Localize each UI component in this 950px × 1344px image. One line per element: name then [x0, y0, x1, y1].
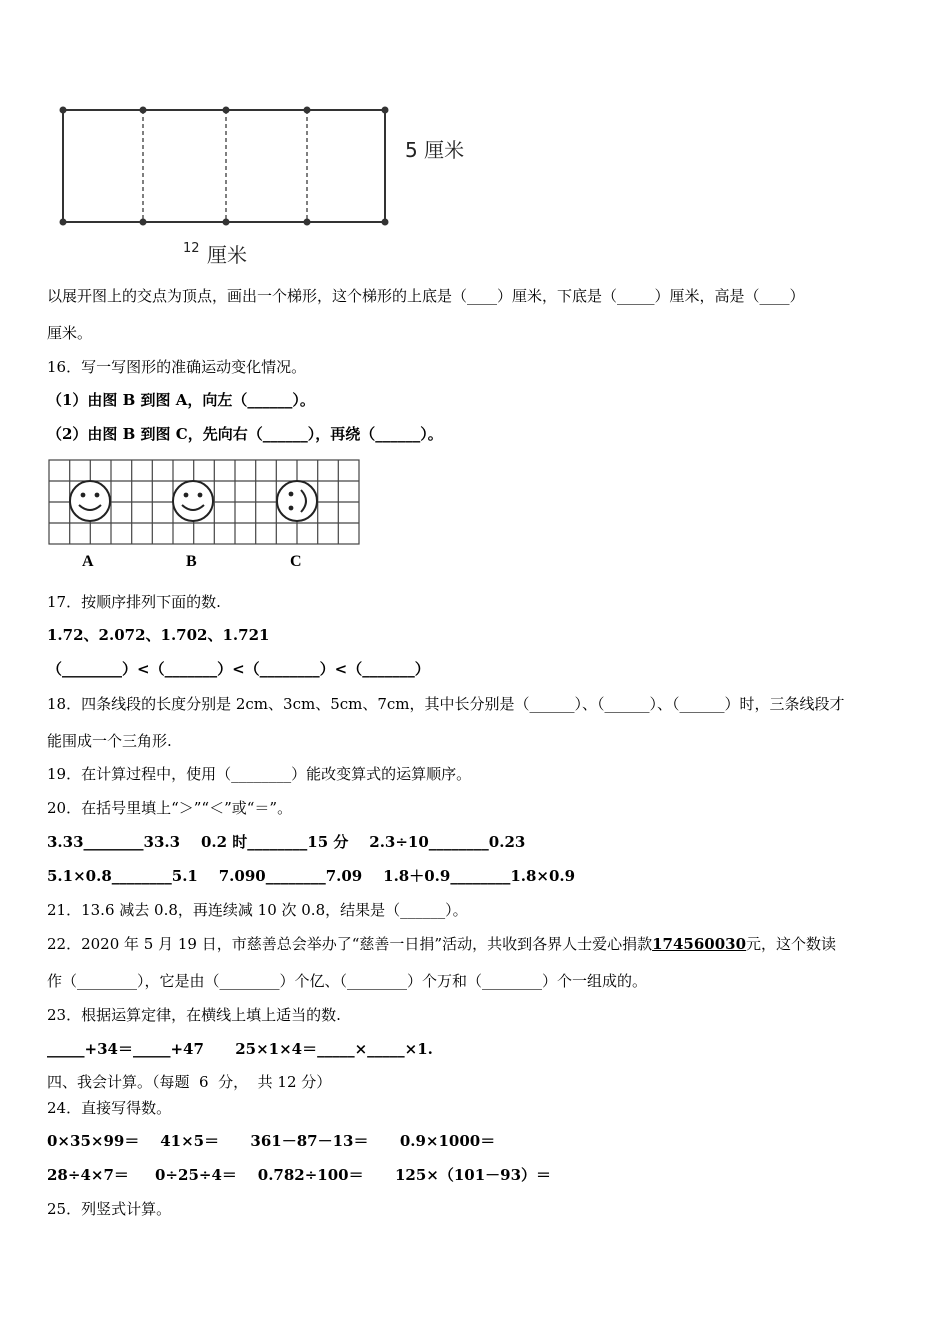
q18-text-line1: 18．四条线段的长度分别是 2cm、3cm、5cm、7cm，其中长分别是（______）、（______）、（______）时，三条线段才	[47, 695, 845, 713]
q22-text-line1	[47, 934, 836, 954]
q25-title: 25．列竖式计算。	[47, 1200, 172, 1218]
q22-text-line2: 作（________），它是由（________）个亿、（________）个万和（________）个一组成的。	[47, 972, 648, 990]
smiley-face-a-icon	[70, 481, 110, 521]
outer-rectangle	[63, 110, 385, 222]
donation-amount: 174560030	[652, 935, 747, 953]
figure-label-a: A	[82, 553, 94, 570]
q16-part2: （2）由图 B 到图 C，先向右（______），再绕（______）。	[47, 425, 443, 443]
height-label: 5 厘米	[405, 138, 465, 162]
q18-text-line2: 能围成一个三角形.	[47, 732, 172, 750]
q22-text-pre: 22．2020 年 5 月 19 日，市慈善总会举办了“慈善一日捐”活动，共收到各界人士爱心捐款	[47, 935, 653, 953]
grid-figure	[48, 459, 363, 547]
width-label-unit: 厘米	[207, 243, 247, 267]
figure-label-b: B	[186, 553, 197, 570]
width-label-number: 12	[183, 241, 200, 256]
q24-row1: 0×35×99＝ 41×5＝ 361－87－13＝ 0.9×1000＝	[47, 1132, 496, 1150]
q19-text: 19．在计算过程中，使用（________）能改变算式的运算顺序。	[47, 765, 472, 783]
q22-text-post: 元，这个数读	[746, 935, 837, 953]
q23-title: 23．根据运算定律，在横线上填上适当的数.	[47, 1006, 341, 1024]
q15-text-line1: 以展开图上的交点为顶点，画出一个梯形，这个梯形的上底是（____）厘米，下底是（_____）厘米，高是（____）	[47, 287, 805, 305]
q24-title: 24．直接写得数。	[47, 1099, 172, 1117]
q16-title: 16．写一写图形的准确运动变化情况。	[47, 358, 307, 376]
rectangle-net-figure	[40, 95, 480, 275]
q24-row2: 28÷4×7＝ 0÷25÷4＝ 0.782÷100＝ 125×（101－93）＝	[47, 1166, 552, 1184]
q20-row1: 3.33________33.3 0.2 时________15 分 2.3÷10________0.23	[47, 833, 526, 851]
q17-answer: （________）<（_______）<（________）<（_______）	[47, 660, 430, 678]
q17-title: 17．按顺序排列下面的数.	[47, 593, 221, 611]
smiley-face-b-icon	[173, 481, 213, 521]
figure-label-c: C	[290, 553, 302, 570]
q16-part1: （1）由图 B 到图 A，向左（______）。	[47, 391, 315, 409]
smiley-face-c-icon	[277, 481, 317, 521]
q15-text-line2: 厘米。	[47, 324, 93, 342]
q20-title: 20．在括号里填上“＞”“＜”或“＝”。	[47, 799, 293, 817]
q17-numbers: 1.72、2.072、1.702、1.721	[47, 626, 270, 644]
q23-row: _____+34＝_____+47 25×1×4＝_____×_____×1.	[47, 1040, 433, 1058]
q21-text: 21．13.6 减去 0.8，再连续减 10 次 0.8，结果是（______）。	[47, 901, 468, 919]
section4-title: 四、我会计算。（每题 6 分， 共 12 分）	[47, 1073, 332, 1091]
q20-row2: 5.1×0.8________5.1 7.090________7.09 1.8＋0.9________1.8×0.9	[47, 867, 576, 885]
